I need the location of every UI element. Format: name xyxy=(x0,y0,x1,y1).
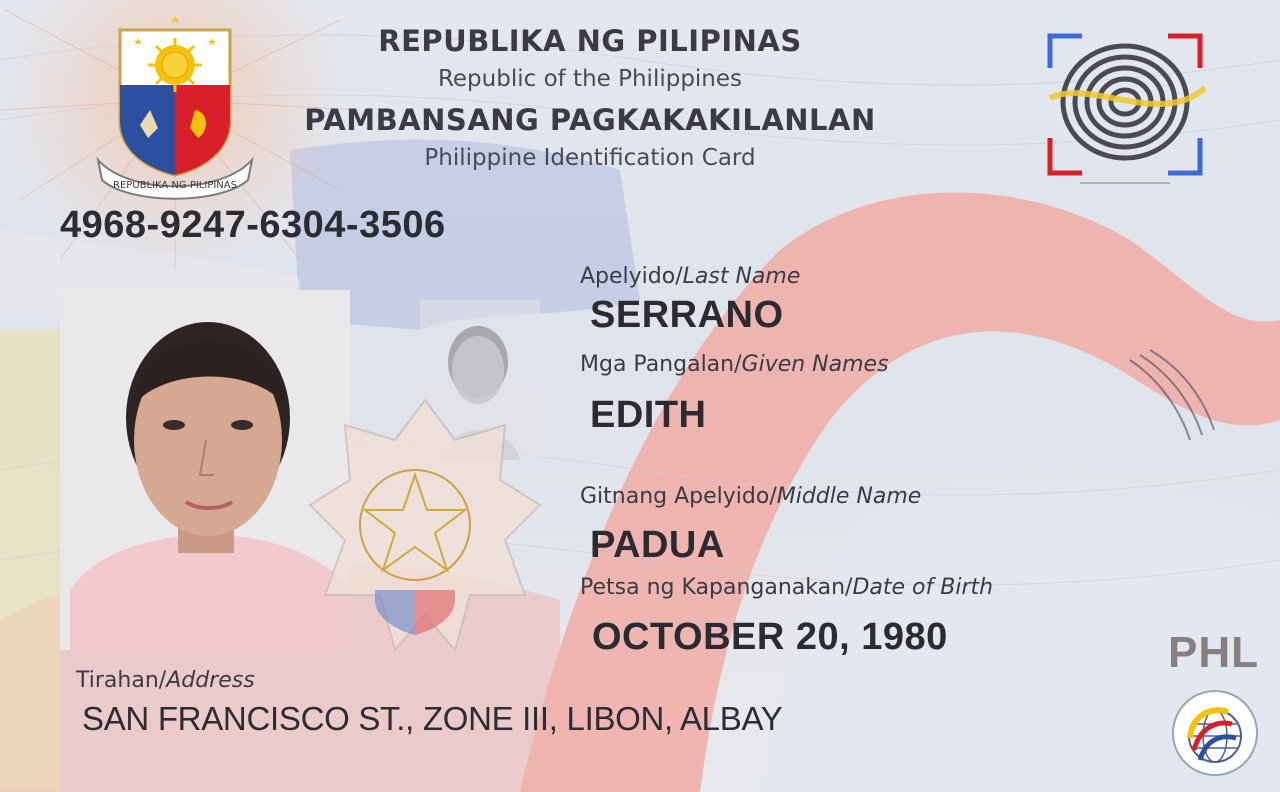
country-code: PHL xyxy=(1168,628,1259,677)
address-value: SAN FRANCISCO ST., ZONE III, LIBON, ALBAY xyxy=(82,700,783,737)
coat-of-arms-icon xyxy=(90,10,260,200)
last-name-value: SERRANO xyxy=(590,294,784,336)
last-name-label xyxy=(580,264,800,289)
middle-name-label xyxy=(580,484,921,509)
address-label xyxy=(76,668,255,693)
date-of-birth-label-english: Date of Birth xyxy=(852,575,994,600)
given-names-label-filipino: Mga Pangalan/ xyxy=(580,352,742,377)
hologram-seal xyxy=(305,395,545,670)
given-names-label xyxy=(580,352,889,377)
header-title-filipino: PAMBANSANG PAGKAKAKILANLAN xyxy=(304,103,876,137)
date-of-birth-value: OCTOBER 20, 1980 xyxy=(592,616,948,658)
fingerprint-icon xyxy=(1040,28,1210,188)
card-number: 4968-9247-6304-3506 xyxy=(60,204,446,246)
address-label-english: Address xyxy=(166,668,255,693)
date-of-birth-label-filipino: Petsa ng Kapanganakan/ xyxy=(580,575,853,600)
last-name-label-filipino: Apelyido/ xyxy=(580,264,683,289)
middle-name-label-filipino: Gitnang Apelyido/ xyxy=(580,484,777,509)
header-country-filipino: REPUBLIKA NG PILIPINAS xyxy=(378,24,802,58)
header-country-english: Republic of the Philippines xyxy=(437,66,743,92)
seal-ribbon-text: REPUBLIKA NG PILIPINAS xyxy=(113,180,237,191)
given-names-label-english: Given Names xyxy=(741,352,889,377)
date-of-birth-label xyxy=(580,575,993,600)
psa-logo-icon xyxy=(1170,688,1260,778)
header-title-english: Philippine Identification Card xyxy=(424,145,756,171)
middle-name-value: PADUA xyxy=(590,524,725,566)
given-names-value: EDITH xyxy=(590,394,707,436)
middle-name-label-english: Middle Name xyxy=(776,484,922,509)
last-name-label-english: Last Name xyxy=(682,264,801,289)
address-label-filipino: Tirahan/ xyxy=(76,668,167,693)
